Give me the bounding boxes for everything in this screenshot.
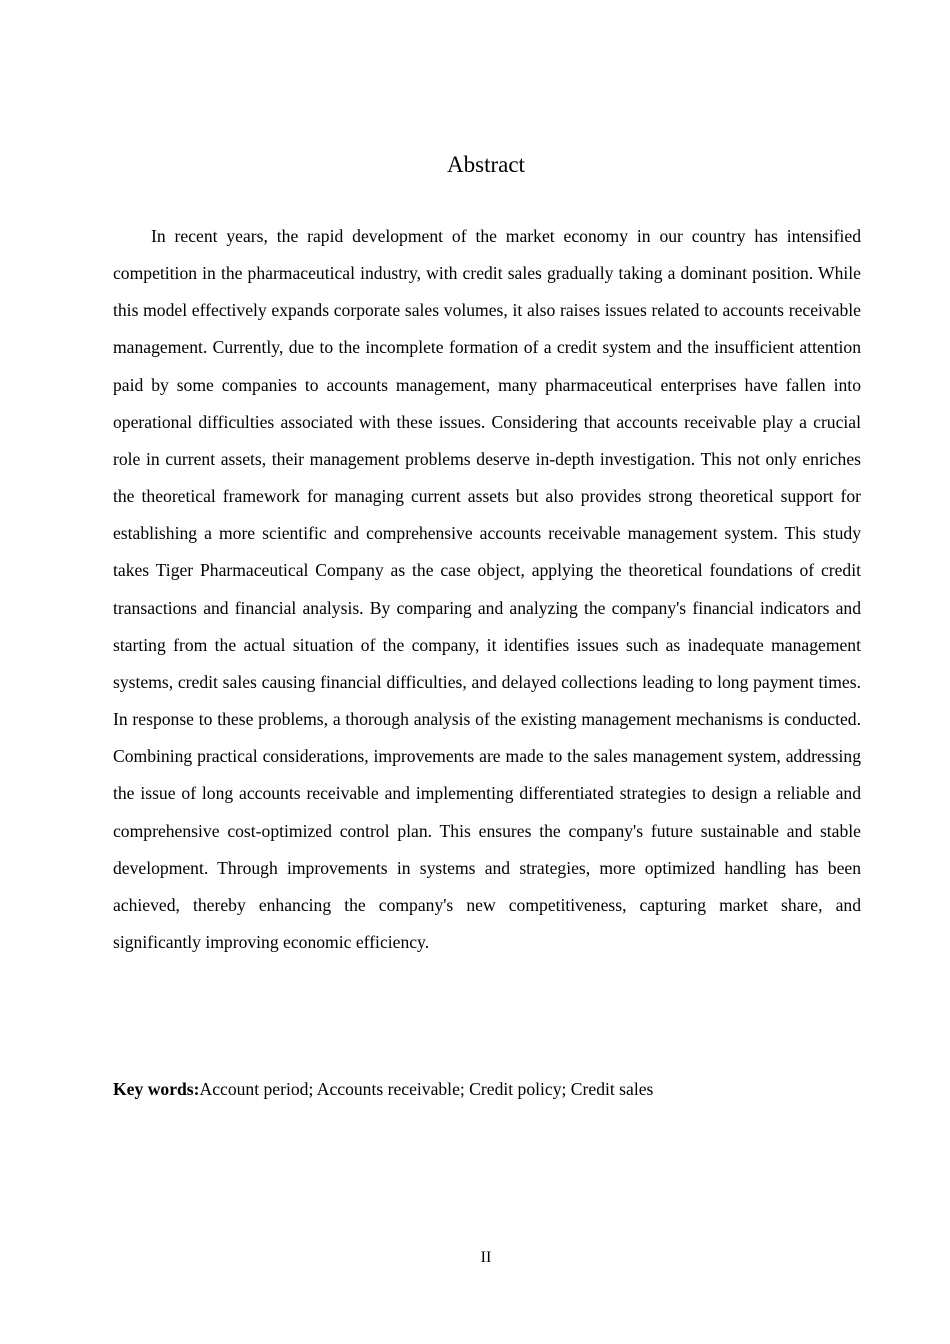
keywords-value: Account period; Accounts receivable; Credit policy; Credit sales (199, 1079, 654, 1099)
abstract-body: In recent years, the rapid development of the market economy in our country has intensified competition in the pharmaceutical industry, with credit sales gradually taking a dominant position. While this model effectively expands corporate sales volumes, it also raises issues related to accounts receivable management. Currently, due to the incomplete formation of a credit system and the insufficient attention paid by some companies to accounts management, many pharmaceutical enterprises have fallen into operational difficulties associated with these issues. Considering that accounts receivable play a crucial role in current assets, their management problems deserve in-depth investigation. This not only enriches the theoretical framework for managing current assets but also provides strong theoretical support for establishing a more scientific and comprehensive accounts receivable management system. This study takes Tiger Pharmaceutical Company as the case object, applying the theoretical foundations of credit transactions and financial analysis. By comparing and analyzing the company's financial indicators and starting from the actual situation of the company, it identifies issues such as inadequate management systems, credit sales causing financial difficulties, and delayed collections leading to long payment times. In response to these problems, a thorough analysis of the existing management mechanisms is conducted. Combining practical considerations, improvements are made to the sales management system, addressing the issue of long accounts receivable and implementing differentiated strategies to design a reliable and comprehensive cost-optimized control plan. This ensures the company's future sustainable and stable development. Through improvements in systems and strategies, more optimized handling has been achieved, thereby enhancing the company's new competitiveness, capturing market share, and significantly improving economic efficiency. (113, 226, 861, 952)
keywords-label: Key words: (113, 1079, 200, 1099)
page-number: II (480, 1249, 492, 1266)
keywords-line (113, 1074, 861, 1104)
abstract-title: Abstract (447, 152, 525, 177)
